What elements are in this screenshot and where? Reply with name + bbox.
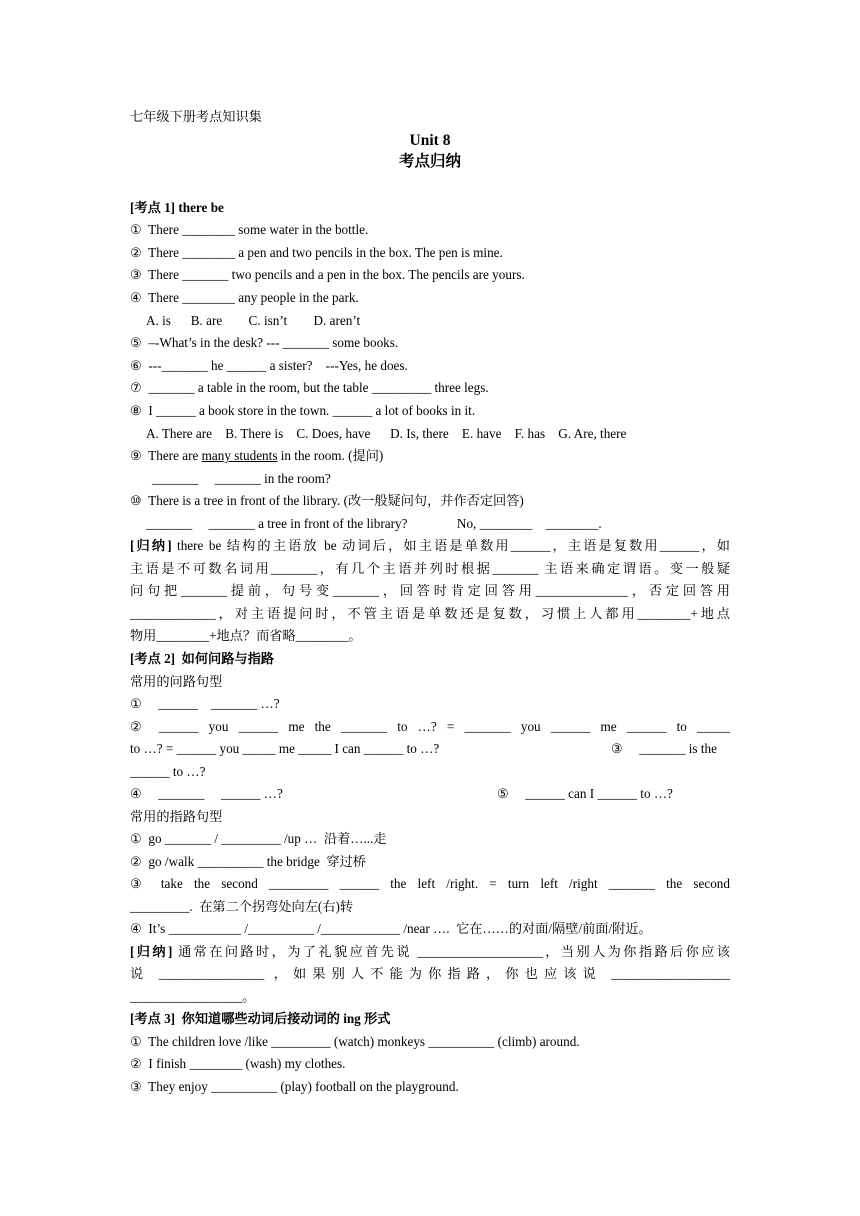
k1-summary-line-3: 问句把_______提前，句号变_______，回答时肯定回答用______________，否定回答用 [130, 583, 730, 598]
k2-heading: [考点 2] 如何问路与指路 [130, 651, 274, 666]
k3-question-3: ③ They enjoy __________ (play) football on the playground. [130, 1079, 459, 1094]
k1-question-4: ④ There ________ any people in the park. [130, 290, 359, 305]
k2-direction-title: 常用的指路句型 [130, 809, 223, 824]
k1-q9-prefix: ⑨ There are [130, 448, 202, 463]
k2-direction-3-cont: _________. 在第二个拐弯处向左(右)转 [130, 899, 354, 914]
k1-question-10: ⑩ There is a tree in front of the library. (改一般疑问句，并作否定回答) [130, 493, 524, 508]
k2-ask-3: ③ _______ is the [611, 741, 717, 756]
k2-summary-label: [归纳] [130, 944, 173, 959]
k2-direction-1: ① go _______ / _________ /up … 沿着…...走 [130, 831, 387, 846]
k1-question-9 [130, 447, 383, 465]
k1-question-3: ③ There _______ two pencils and a pen in the box. The pencils are yours. [130, 267, 525, 282]
k1-summary-text-1: there be 结构的主语放 be 动词后，如主语是单数用______，主语是复数用______，如 [171, 538, 730, 553]
k2-summary-line-3: _________________。 [130, 989, 256, 1004]
k1-summary-line-2: 主语是不可数名词用_______，有几个主语并列时根据_______ 主语来确定谓语。变一般疑 [130, 561, 730, 576]
k1-q9-answer-line: _______ _______ in the room? [152, 471, 331, 486]
k1-question-8: ⑧ I ______ a book store in the town. ______ a lot of books in it. [130, 403, 476, 418]
k1-summary-label: [归纳] [130, 538, 172, 553]
k3-question-1: ① The children love /like _________ (watch) monkeys __________ (climb) around. [130, 1034, 580, 1049]
k2-direction-3: ③ take the second _________ ______ the left /right. = turn left /right _______ the second [130, 876, 730, 891]
k1-question-2: ② There ________ a pen and two pencils in the box. The pen is mine. [130, 245, 503, 260]
k1-summary-line-5: 物用________+地点？而省略________。 [130, 628, 362, 643]
k1-question-5: ⑤ –-What’s in the desk? --- _______ some books. [130, 335, 399, 350]
unit-title: Unit 8 [409, 132, 451, 149]
k2-summary-line-1 [130, 943, 730, 961]
k3-heading: [考点 3] 你知道哪些动词后接动词的 ing 形式 [130, 1011, 391, 1026]
k2-ask-5: ⑤ ______ can I ______ to …? [497, 786, 673, 801]
page-header: 七年级下册考点知识集 [130, 109, 262, 124]
k1-question-1: ① There ________ some water in the bottle. [130, 222, 369, 237]
k1-q9-suffix: in the room. (提问) [277, 448, 384, 463]
k1-summary-line-4: _____________，对主语提问时，不管主语是单数还是复数，习惯上人都用________+地点 [130, 606, 730, 621]
k2-ask-1: ① ______ _______ …? [130, 696, 280, 711]
k2-direction-2: ② go /walk __________ the bridge 穿过桥 [130, 854, 366, 869]
k1-heading: [考点 1] there be [130, 200, 224, 215]
k2-ask-4: ④ _______ ______ …? [130, 786, 283, 801]
k1-q10-answer-line: _______ _______ a tree in front of the library? No, ________ ________. [146, 516, 602, 531]
k1-question-6: ⑥ ---_______ he ______ a sister? ---Yes, he does. [130, 358, 408, 373]
section-subtitle: 考点归纳 [398, 153, 461, 170]
k1-options-2: A. There are B. There is C. Does, have D. Is, there E. have F. has G. Are, there [146, 426, 627, 441]
k1-q9-underlined: many students [201, 448, 278, 463]
k2-summary-text-1: 通常在问路时，为了礼貌应首先说 ___________________，当别人为你指路后你应该 [172, 944, 730, 959]
k2-ask-title: 常用的问路句型 [130, 674, 223, 689]
k2-ask-2: ② ______ you ______ me the _______ to …? = _______ you ______ me ______ to _____ [130, 719, 730, 734]
k3-question-2: ② I finish ________ (wash) my clothes. [130, 1056, 346, 1071]
k1-summary-line-1 [130, 537, 730, 555]
k1-options-1: A. is B. are C. isn’t D. aren’t [146, 313, 361, 328]
k2-summary-line-2: 说 ________________ ，如果别人不能为你指路，你也应该说 __________________ [130, 966, 730, 981]
k2-ask-3-cont: ______ to …? [130, 764, 206, 779]
k1-question-7: ⑦ _______ a table in the room, but the table _________ three legs. [130, 380, 489, 395]
k2-direction-4: ④ It’s ___________ /__________ /____________ /near …. 它在……的对面/隔壁/前面/附近。 [130, 921, 652, 936]
k2-ask-2-cont: to …? = ______ you _____ me _____ I can ______ to …? [130, 741, 440, 756]
